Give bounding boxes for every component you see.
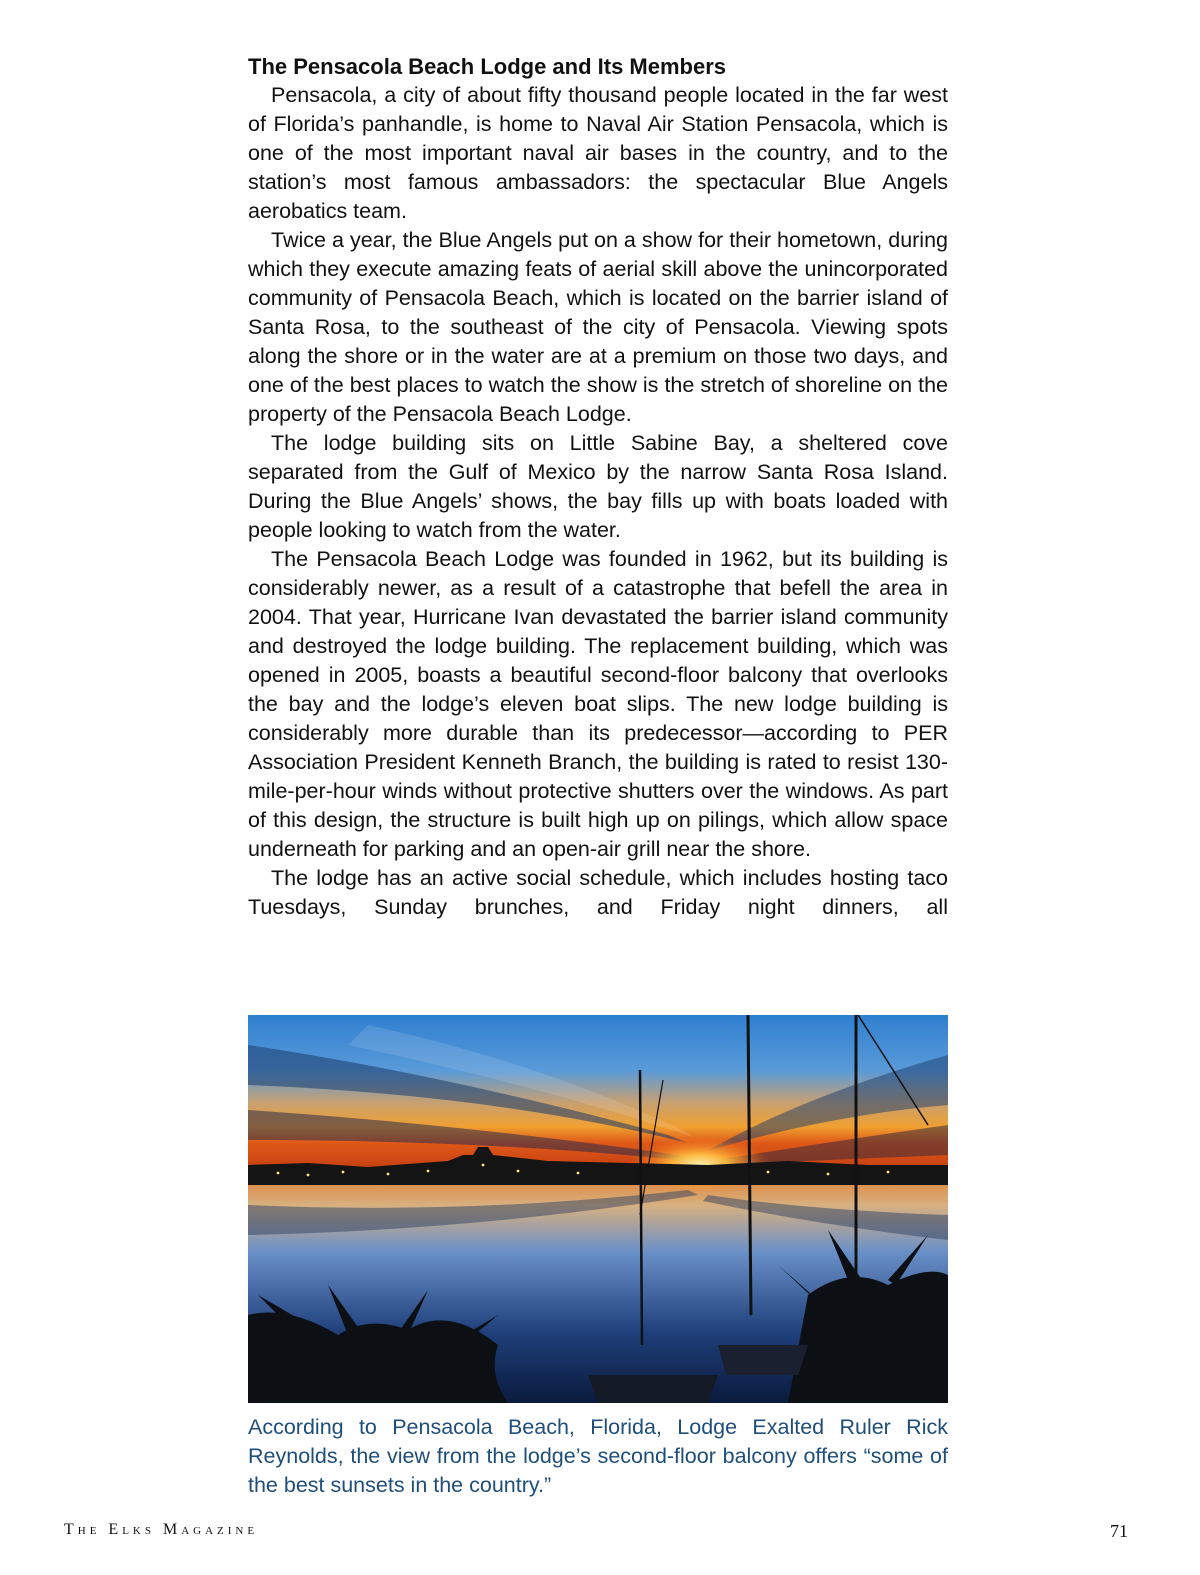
section-heading: The Pensacola Beach Lodge and Its Members [248,54,727,79]
sunset-over-bay-photo-icon [248,1015,948,1403]
article-paragraph-4: The Pensacola Beach Lodge was founded in 1962, but its building is considerably newer, as a result of a catastrophe that befell the area in 2004. That year, Hurricane Ivan devastated the barrier island community and destroyed the lodge building. The replacement building, which was opened in 2005, boasts a beautiful second-floor balcony that overlooks the bay and the lodge’s eleven boat slips. The new lodge building is considerably more durable than its predecessor—according to PER Association President Kenneth Branch, the building is rated to resist 130-mile-per-hour winds without protective shutters over the windows. As part of this design, the structure is built high up on pilings, which allow space underneath for parking and an open-air grill near the shore. [248,547,948,861]
article-paragraph-1: Pensacola, a city of about fifty thousand people located in the far west of Florida’s panhandle, is home to Naval Air Station Pensacola, which is one of the most important naval air bases in the country, and to the station’s most famous ambassadors: the spectacular Blue Angels aerobatics team. [248,83,948,223]
article-paragraph-3: The lodge building sits on Little Sabine Bay, a sheltered cove separated from the Gulf of Mexico by the narrow Santa Rosa Island. During the Blue Angels’ shows, the bay fills up with boats loaded with people looking to watch from the water. [248,431,948,542]
article-column [248,52,948,922]
article-paragraph-2: Twice a year, the Blue Angels put on a show for their hometown, during which they execute amazing feats of aerial skill above the unincorporated community of Pensacola Beach, which is located on the barrier island of Santa Rosa, to the southeast of the city of Pensacola. Viewing spots along the shore or in the water are at a premium on those two days, and one of the best places to watch the show is the stretch of shoreline on the property of the Pensacola Beach Lodge. [248,228,948,426]
photo-caption: According to Pensacola Beach, Florida, Lodge Exalted Ruler Rick Reynolds, the view from the lodge’s second-floor balcony offers “some of the best sunsets in the country.” [248,1415,948,1497]
publication-name: The Elks Magazine [64,1521,259,1538]
page-number: 71 [1110,1521,1128,1541]
article-paragraph-5: The lodge has an active social schedule, which includes hosting taco Tuesdays, Sunday brunches, and Friday night dinners, all [248,866,948,919]
sunset-photo [248,1015,948,1403]
